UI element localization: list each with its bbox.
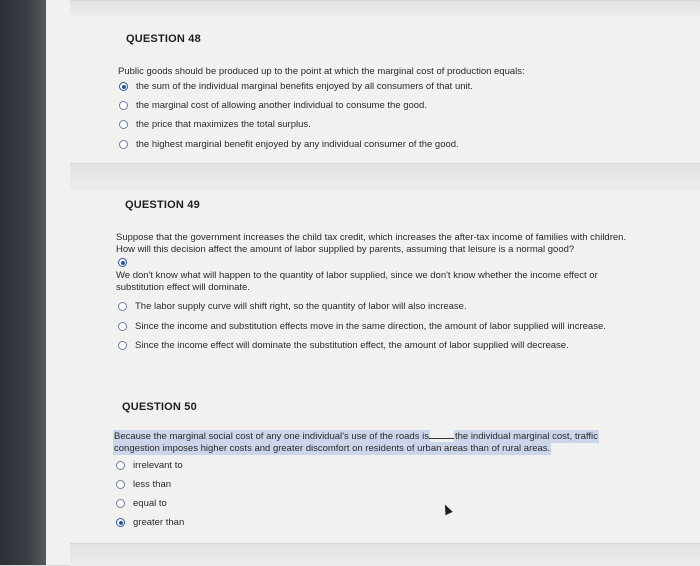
question-50-prompt bbox=[114, 431, 598, 455]
radio-icon[interactable] bbox=[116, 480, 125, 489]
q50-prompt-part-1: Because the marginal social cost of any one individual's use of the roads is bbox=[114, 431, 429, 442]
question-49-prompt bbox=[116, 232, 626, 256]
q50-option-2-label: less than bbox=[133, 479, 172, 490]
radio-icon[interactable] bbox=[118, 302, 127, 311]
q50-option-4[interactable] bbox=[116, 517, 184, 528]
q49-option-3[interactable] bbox=[118, 340, 569, 351]
q49-option-1[interactable] bbox=[118, 301, 467, 312]
q50-option-3-label: equal to bbox=[133, 498, 167, 509]
question-50-title: QUESTION 50 bbox=[122, 401, 197, 413]
q49-selected-answer-text bbox=[116, 270, 598, 294]
radio-icon[interactable] bbox=[116, 499, 125, 508]
radio-icon[interactable] bbox=[116, 461, 125, 470]
radio-selected-icon[interactable] bbox=[116, 518, 125, 527]
q50-option-4-label: greater than bbox=[133, 517, 185, 528]
q50-option-2[interactable] bbox=[116, 479, 171, 490]
q48-option-4[interactable] bbox=[119, 139, 459, 150]
q49-selected-answer-line-1: We don't know what will happen to the quantity of labor supplied, since we don't know whether the income effect or bbox=[116, 270, 598, 281]
question-50-prompt-line-1 bbox=[114, 431, 598, 443]
question-48-prompt: Public goods should be produced up to the point at which the marginal cost of production equals: bbox=[118, 66, 525, 77]
radio-icon[interactable] bbox=[118, 322, 127, 331]
q49-option-3-label: Since the income effect will dominate the substitution effect, the amount of labor supplied will decrease. bbox=[135, 340, 569, 351]
q48-option-3-label: the price that maximizes the total surplus. bbox=[136, 119, 311, 130]
q48-option-4-label: the highest marginal benefit enjoyed by any individual consumer of the good. bbox=[136, 139, 459, 150]
q50-prompt-part-2: the individual marginal cost, traffic bbox=[454, 431, 598, 442]
radio-icon[interactable] bbox=[119, 140, 128, 149]
q48-option-3[interactable] bbox=[119, 119, 311, 130]
separator-bottom bbox=[70, 543, 700, 566]
q49-option-2[interactable] bbox=[118, 321, 606, 332]
q49-option-1-label: The labor supply curve will shift right, so the quantity of labor will also increase. bbox=[135, 301, 467, 312]
answer-blank bbox=[429, 438, 455, 439]
q48-option-1-label: the sum of the individual marginal benefits enjoyed by all consumers of that unit. bbox=[136, 81, 473, 92]
radio-icon[interactable] bbox=[119, 101, 128, 110]
radio-selected-icon[interactable] bbox=[118, 258, 127, 267]
q48-option-2-label: the marginal cost of allowing another individual to consume the good. bbox=[136, 100, 427, 111]
q49-selected-answer-line-2: substitution effect will dominate. bbox=[116, 282, 250, 293]
question-49-prompt-line-1: Suppose that the government increases the child tax credit, which increases the after-tax income of families with children. bbox=[116, 232, 627, 243]
question-49-prompt-line-2: How will this decision affect the amount of labor supplied by parents, assuming that leisure is a normal good? bbox=[116, 244, 575, 255]
radio-icon[interactable] bbox=[118, 341, 127, 350]
q50-option-1[interactable] bbox=[116, 460, 183, 471]
q50-option-3[interactable] bbox=[116, 498, 167, 509]
separator-48-49 bbox=[70, 163, 700, 190]
window-left-edge bbox=[0, 0, 46, 565]
q50-prompt-line-2-text: congestion imposes higher costs and greater discomfort on residents of urban areas than of rural areas. bbox=[114, 443, 551, 454]
radio-icon[interactable] bbox=[119, 120, 128, 129]
question-50-prompt-line-2 bbox=[114, 443, 598, 455]
separator-top bbox=[70, 0, 700, 15]
q48-option-1[interactable] bbox=[119, 81, 473, 92]
q50-option-1-label: irrelevant to bbox=[133, 460, 183, 471]
radio-selected-icon[interactable] bbox=[119, 82, 128, 91]
q49-option-2-label: Since the income and substitution effects move in the same direction, the amount of labor supplied will increase. bbox=[135, 321, 606, 332]
question-48-title: QUESTION 48 bbox=[126, 33, 201, 45]
question-49-title: QUESTION 49 bbox=[125, 199, 200, 211]
q49-option-selected[interactable] bbox=[118, 258, 135, 267]
q48-option-2[interactable] bbox=[119, 100, 427, 111]
